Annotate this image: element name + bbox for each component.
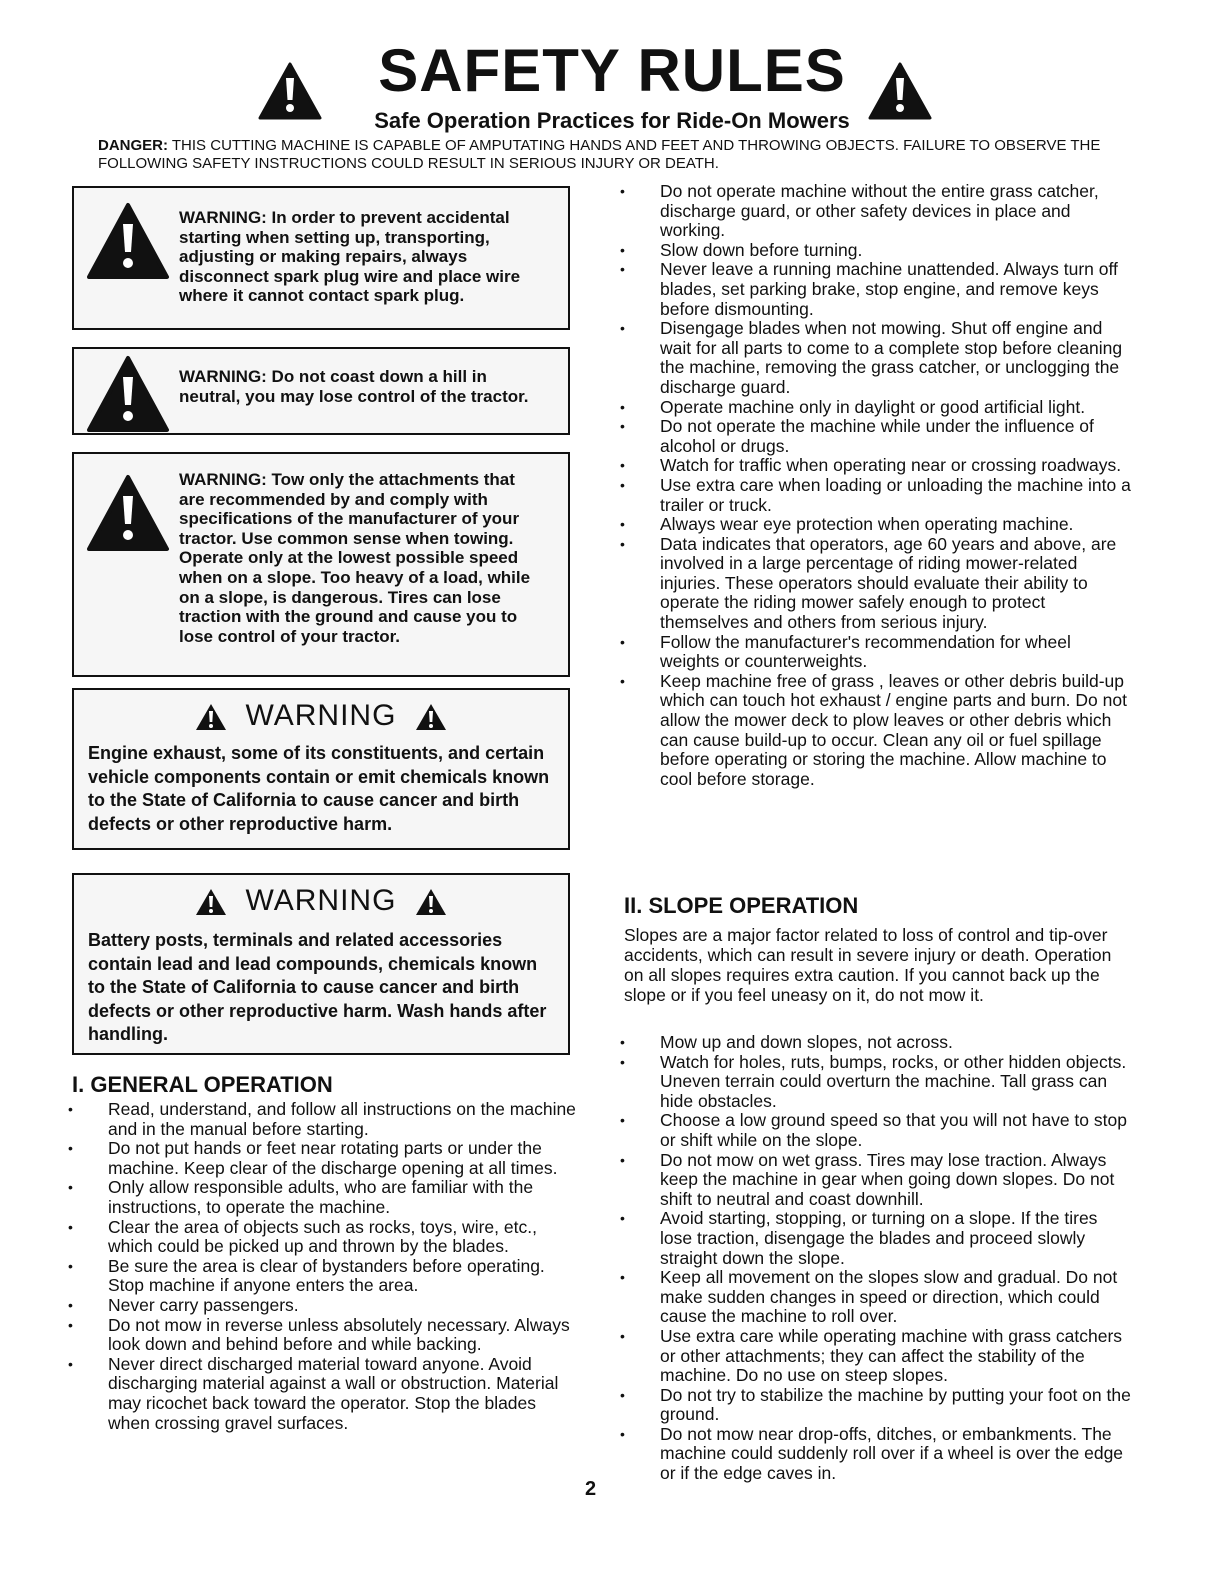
warning-heading-text: WARNING [245, 884, 397, 917]
list-item: • Always wear eye protection when operating machine. [614, 515, 1134, 535]
section-heading-general: I. GENERAL OPERATION [72, 1072, 333, 1097]
list-item: • Watch for traffic when operating near or crossing roadways. [614, 456, 1134, 476]
list-item: • Be sure the area is clear of bystanders before operating. Stop machine if anyone enters the area. [62, 1257, 577, 1296]
list-item: • Slow down before turning. [614, 241, 1134, 261]
list-item: • Avoid starting, stopping, or turning on a slope. If the tires lose traction, disengage the blades and proceed slowly straight down the slope. [614, 1209, 1134, 1268]
california-warning-box [72, 688, 570, 850]
general-operation-list [62, 1100, 577, 1433]
california-warning-text: Engine exhaust, some of its constituents, and certain vehicle components contain or emit chemicals known to the State of California to cause cancer and birth defects or other reproductive harm. [88, 743, 550, 834]
warning-triangle-icon [414, 702, 448, 732]
slope-intro: Slopes are a major factor related to loss of control and tip-over accidents, which can result in severe injury or death. Operation on all slopes requires extra caution. If you cannot back up the slope or if you feel uneasy on it, do not mow it. [624, 925, 1112, 1005]
list-item: • Use extra care while operating machine with grass catchers or other attachments; they can affect the stability of the machine. Do no use on steep slopes. [614, 1327, 1134, 1386]
list-item: • Keep all movement on the slopes slow and gradual. Do not make sudden changes in speed or direction, which could cause the machine to roll over. [614, 1268, 1134, 1327]
list-item: • Watch for holes, ruts, bumps, rocks, or other hidden objects. Uneven terrain could overturn the machine. Tall grass can hide obstacles. [614, 1053, 1134, 1112]
section-heading-slope: II. SLOPE OPERATION [624, 893, 859, 918]
list-item: • Clear the area of objects such as rocks, toys, wire, etc., which could be picked up and thrown by the blades. [62, 1218, 577, 1257]
list-item: • Do not operate the machine while under the influence of alcohol or drugs. [614, 417, 1134, 456]
slope-operation-list [614, 1033, 1134, 1484]
list-item: • Operate machine only in daylight or good artificial light. [614, 398, 1134, 418]
list-item: • Do not mow on wet grass. Tires may lose traction. Always keep the machine in gear when going down slopes. Do not shift to neutral and coast downhill. [614, 1151, 1134, 1210]
california-warning-heading [74, 700, 568, 732]
warning-heading-text: WARNING [245, 699, 397, 732]
list-item: • Never leave a running machine unattended. Always turn off blades, set parking brake, stop engine, and remove keys before dismounting. [614, 260, 1134, 319]
warning-box [72, 347, 570, 435]
list-item: • Do not mow in reverse unless absolutely necessary. Always look down and behind before and while backing. [62, 1316, 577, 1355]
warning-triangle-icon [868, 62, 932, 120]
california-warning-box [72, 873, 570, 1055]
list-item: • Never direct discharged material toward anyone. Avoid discharging material against a wall or obstruction. Material may ricochet back toward the operator. Stop the blades when crossing gravel surfaces. [62, 1355, 577, 1433]
page-subtitle: Safe Operation Practices for Ride-On Mowers [374, 108, 850, 133]
danger-label: DANGER: [98, 137, 168, 154]
list-item: • Only allow responsible adults, who are familiar with the instructions, to operate the machine. [62, 1178, 577, 1217]
warning-triangle-icon [414, 887, 448, 917]
general-operation-list-continued [614, 182, 1134, 789]
list-item: • Mow up and down slopes, not across. [614, 1033, 1134, 1053]
list-item: • Use extra care when loading or unloading the machine into a trailer or truck. [614, 476, 1134, 515]
page-number: 2 [585, 1478, 597, 1500]
list-item: • Data indicates that operators, age 60 years and above, are involved in a large percentage of riding mower-related injuries. These operators should evaluate their ability to operate the riding mower safely enough to protect themselves and others from serious injury. [614, 535, 1134, 633]
warning-text: WARNING: Tow only the attachments that are recommended by and comply with specifications of the manufacturer of your tractor. Use common sense when towing. Operate only at the lowest possible speed when on a slope. Too heavy of a load, while on a slope, is dangerous. Tires can lose traction with the ground and cause you to lose control of your tractor. [179, 470, 531, 646]
list-item: • Do not operate machine without the entire grass catcher, discharge guard, or other safety devices in place and working. [614, 182, 1134, 241]
page-title: SAFETY RULES [378, 37, 846, 104]
list-item: • Never carry passengers. [62, 1296, 577, 1316]
warning-triangle-icon [194, 702, 228, 732]
list-item: • Disengage blades when not mowing. Shut off engine and wait for all parts to come to a complete stop before cleaning the machine, removing the grass catcher, or unclogging the discharge guard. [614, 319, 1134, 397]
warning-text: WARNING: Do not coast down a hill in neutral, you may lose control of the tractor. [179, 367, 529, 406]
list-item: • Do not put hands or feet near rotating parts or under the machine. Keep clear of the discharge opening at all times. [62, 1139, 577, 1178]
warning-box [72, 186, 570, 330]
warning-triangle-icon [86, 355, 170, 433]
california-warning-text: Battery posts, terminals and related accessories contain lead and lead compounds, chemicals known to the State of California to cause cancer and birth defects or other reproductive harm. Wash hands after handling. [88, 930, 547, 1044]
page-header [0, 30, 1224, 150]
california-warning-heading [74, 885, 568, 917]
warning-box [72, 452, 570, 677]
list-item: • Do not mow near drop-offs, ditches, or embankments. The machine could suddenly roll over if a wheel is over the edge or if the edge caves in. [614, 1425, 1134, 1484]
list-item: • Follow the manufacturer's recommendation for wheel weights or counterweights. [614, 633, 1134, 672]
warning-triangle-icon [194, 887, 228, 917]
warning-triangle-icon [86, 474, 170, 552]
list-item: • Keep machine free of grass , leaves or other debris build-up which can touch hot exhaust / engine parts and burn. Do not allow the mower deck to plow leaves or other debris which can cause build-up to occur. Clean any oil or fuel spillage before operating or storing the machine. Allow machine to cool before storage. [614, 672, 1134, 790]
warning-text: WARNING: In order to prevent accidental starting when setting up, transporting, adjusting or making repairs, always disconnect spark plug wire and place wire where it cannot contact spark plug. [179, 208, 521, 306]
list-item: • Read, understand, and follow all instructions on the machine and in the manual before starting. [62, 1100, 577, 1139]
warning-triangle-icon [86, 202, 170, 280]
danger-text: THIS CUTTING MACHINE IS CAPABLE OF AMPUTATING HANDS AND FEET AND THROWING OBJECTS. FAILURE TO OBSERVE THE FOLLOWING SAFETY INSTRUCTIONS COULD RESULT IN SERIOUS INJURY OR DEATH. [98, 137, 1101, 172]
danger-notice [98, 137, 1138, 173]
list-item: • Do not try to stabilize the machine by putting your foot on the ground. [614, 1386, 1134, 1425]
list-item: • Choose a low ground speed so that you will not have to stop or shift while on the slope. [614, 1111, 1134, 1150]
